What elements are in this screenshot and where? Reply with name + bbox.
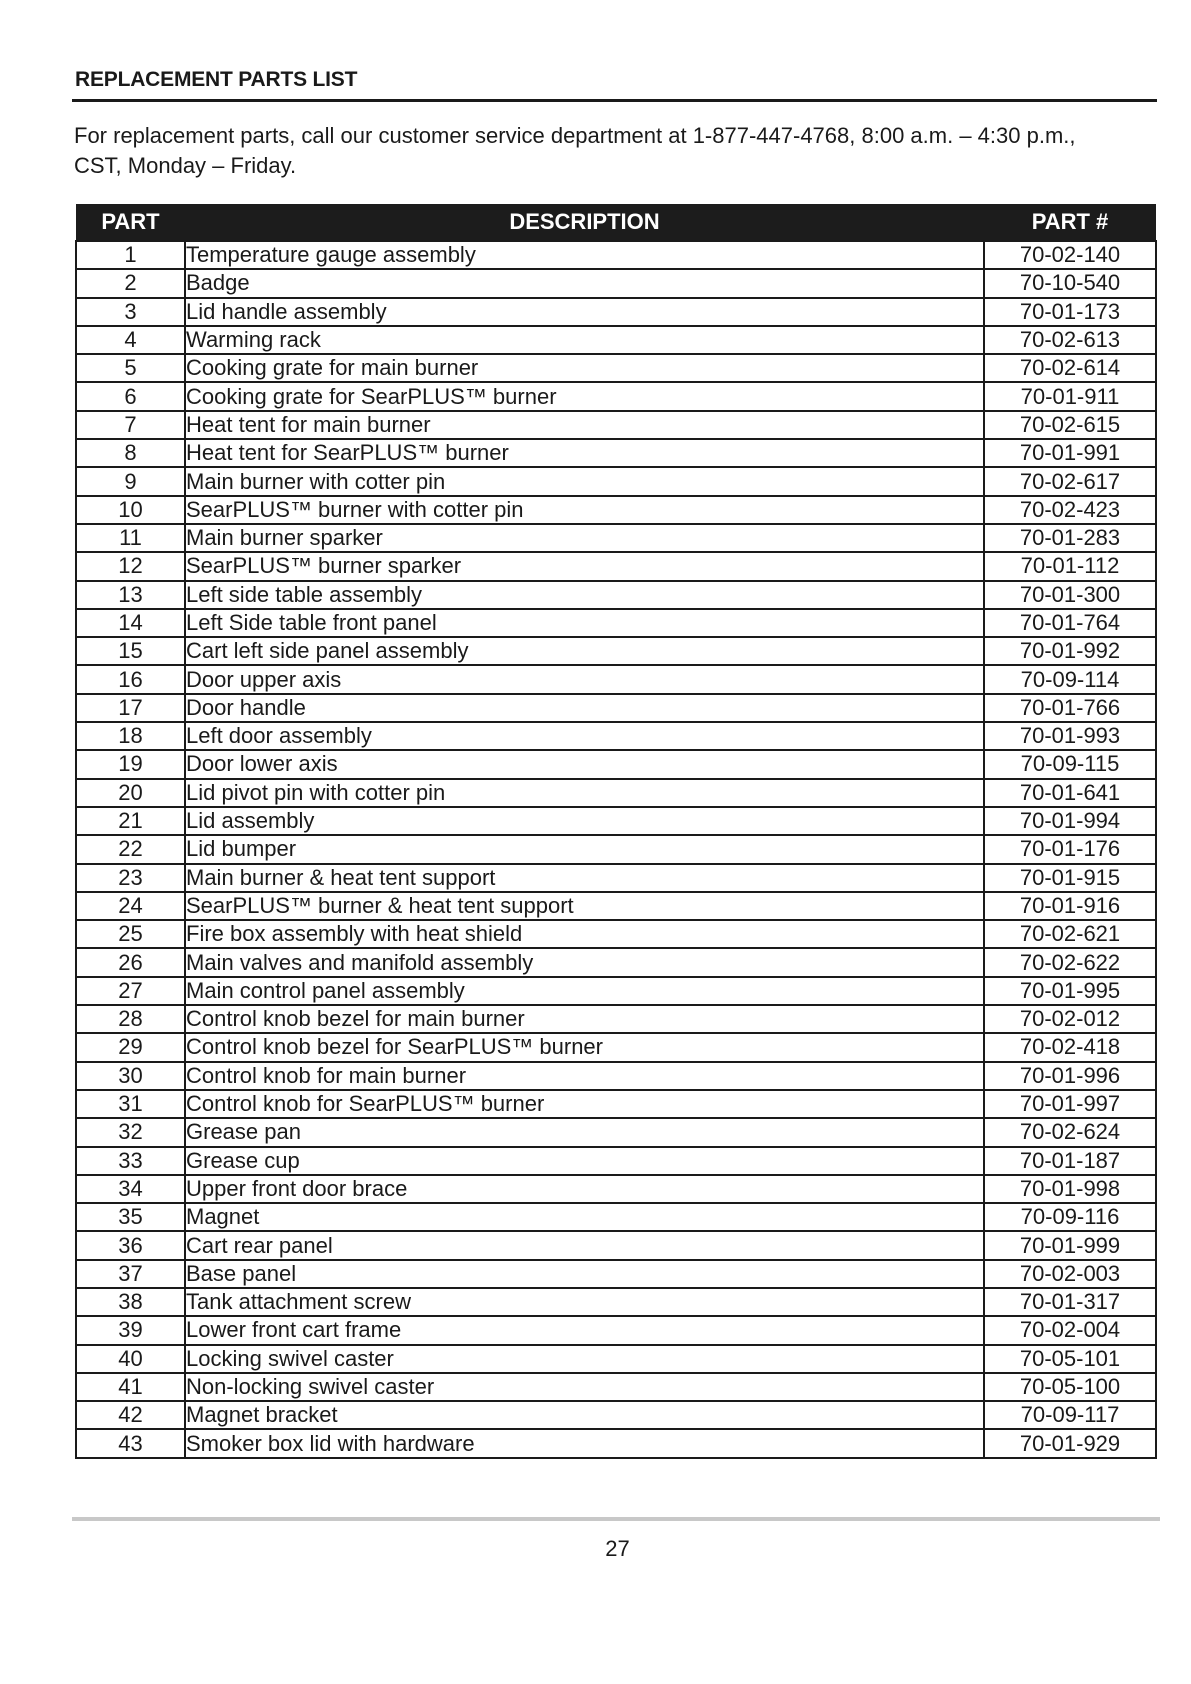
heading-rule bbox=[72, 99, 1157, 102]
part-number-cell: 70-01-991 bbox=[984, 439, 1156, 467]
part-number-cell: 70-05-100 bbox=[984, 1373, 1156, 1401]
part-number-cell: 70-09-115 bbox=[984, 750, 1156, 778]
description-cell: SearPLUS™ burner & heat tent support bbox=[185, 892, 984, 920]
intro-line-2: CST, Monday – Friday. bbox=[74, 153, 297, 178]
part-cell: 17 bbox=[76, 694, 185, 722]
part-number-cell: 70-09-114 bbox=[984, 665, 1156, 693]
table-row bbox=[76, 1316, 1156, 1344]
part-number-cell: 70-01-300 bbox=[984, 581, 1156, 609]
description-cell: Lid bumper bbox=[185, 835, 984, 863]
table-row bbox=[76, 1062, 1156, 1090]
part-number-cell: 70-01-992 bbox=[984, 637, 1156, 665]
description-cell: Cooking grate for SearPLUS™ burner bbox=[185, 382, 984, 410]
description-cell: Warming rack bbox=[185, 326, 984, 354]
table-row bbox=[76, 1288, 1156, 1316]
part-cell: 4 bbox=[76, 326, 185, 354]
description-cell: Main valves and manifold assembly bbox=[185, 948, 984, 976]
part-cell: 41 bbox=[76, 1373, 185, 1401]
part-cell: 10 bbox=[76, 496, 185, 524]
description-cell: Door lower axis bbox=[185, 750, 984, 778]
part-number-cell: 70-01-173 bbox=[984, 298, 1156, 326]
part-number-cell: 70-01-317 bbox=[984, 1288, 1156, 1316]
description-cell: Main burner sparker bbox=[185, 524, 984, 552]
table-row bbox=[76, 1373, 1156, 1401]
table-row bbox=[76, 948, 1156, 976]
part-number-cell: 70-01-766 bbox=[984, 694, 1156, 722]
table-row bbox=[76, 1429, 1156, 1457]
part-cell: 36 bbox=[76, 1231, 185, 1259]
table-row bbox=[76, 920, 1156, 948]
description-cell: SearPLUS™ burner with cotter pin bbox=[185, 496, 984, 524]
description-cell: Door upper axis bbox=[185, 665, 984, 693]
page-heading: REPLACEMENT PARTS LIST bbox=[75, 68, 358, 91]
table-row bbox=[76, 665, 1156, 693]
table-row bbox=[76, 1203, 1156, 1231]
part-cell: 2 bbox=[76, 269, 185, 297]
description-cell: Fire box assembly with heat shield bbox=[185, 920, 984, 948]
part-cell: 3 bbox=[76, 298, 185, 326]
part-cell: 13 bbox=[76, 581, 185, 609]
part-cell: 39 bbox=[76, 1316, 185, 1344]
part-cell: 42 bbox=[76, 1401, 185, 1429]
description-cell: Grease pan bbox=[185, 1118, 984, 1146]
table-row bbox=[76, 1231, 1156, 1259]
part-cell: 6 bbox=[76, 382, 185, 410]
part-number-cell: 70-01-999 bbox=[984, 1231, 1156, 1259]
description-cell: Badge bbox=[185, 269, 984, 297]
part-cell: 20 bbox=[76, 779, 185, 807]
description-cell: Locking swivel caster bbox=[185, 1345, 984, 1373]
part-cell: 31 bbox=[76, 1090, 185, 1118]
table-row bbox=[76, 1345, 1156, 1373]
part-cell: 7 bbox=[76, 411, 185, 439]
table-header-row bbox=[76, 204, 1156, 241]
part-number-cell: 70-02-140 bbox=[984, 241, 1156, 269]
part-number-cell: 70-02-003 bbox=[984, 1260, 1156, 1288]
part-number-cell: 70-01-993 bbox=[984, 722, 1156, 750]
intro-paragraph bbox=[74, 121, 1164, 181]
part-number-cell: 70-02-004 bbox=[984, 1316, 1156, 1344]
part-number-cell: 70-01-996 bbox=[984, 1062, 1156, 1090]
table-row bbox=[76, 1090, 1156, 1118]
parts-table-body bbox=[76, 241, 1156, 1458]
part-cell: 29 bbox=[76, 1033, 185, 1061]
table-row bbox=[76, 354, 1156, 382]
description-cell: Magnet bbox=[185, 1203, 984, 1231]
description-cell: Left door assembly bbox=[185, 722, 984, 750]
description-cell: Grease cup bbox=[185, 1147, 984, 1175]
table-row bbox=[76, 382, 1156, 410]
column-header-part: PART bbox=[76, 204, 185, 241]
table-row bbox=[76, 552, 1156, 580]
part-cell: 35 bbox=[76, 1203, 185, 1231]
table-row bbox=[76, 1005, 1156, 1033]
part-cell: 33 bbox=[76, 1147, 185, 1175]
part-number-cell: 70-01-187 bbox=[984, 1147, 1156, 1175]
part-cell: 32 bbox=[76, 1118, 185, 1146]
part-cell: 9 bbox=[76, 467, 185, 495]
part-number-cell: 70-02-613 bbox=[984, 326, 1156, 354]
table-row bbox=[76, 609, 1156, 637]
table-row bbox=[76, 1401, 1156, 1429]
description-cell: Cart rear panel bbox=[185, 1231, 984, 1259]
part-number-cell: 70-02-624 bbox=[984, 1118, 1156, 1146]
description-cell: Non-locking swivel caster bbox=[185, 1373, 984, 1401]
part-number-cell: 70-01-995 bbox=[984, 977, 1156, 1005]
table-row bbox=[76, 750, 1156, 778]
part-cell: 12 bbox=[76, 552, 185, 580]
table-row bbox=[76, 1175, 1156, 1203]
description-cell: Lid handle assembly bbox=[185, 298, 984, 326]
description-cell: Heat tent for SearPLUS™ burner bbox=[185, 439, 984, 467]
part-cell: 38 bbox=[76, 1288, 185, 1316]
description-cell: Tank attachment screw bbox=[185, 1288, 984, 1316]
table-row bbox=[76, 581, 1156, 609]
description-cell: Heat tent for main burner bbox=[185, 411, 984, 439]
part-number-cell: 70-01-997 bbox=[984, 1090, 1156, 1118]
table-row bbox=[76, 694, 1156, 722]
parts-table bbox=[75, 204, 1157, 1459]
part-number-cell: 70-10-540 bbox=[984, 269, 1156, 297]
part-cell: 5 bbox=[76, 354, 185, 382]
description-cell: Temperature gauge assembly bbox=[185, 241, 984, 269]
table-row bbox=[76, 807, 1156, 835]
part-number-cell: 70-01-112 bbox=[984, 552, 1156, 580]
table-row bbox=[76, 241, 1156, 269]
part-number-cell: 70-02-423 bbox=[984, 496, 1156, 524]
part-cell: 43 bbox=[76, 1429, 185, 1457]
part-number-cell: 70-01-176 bbox=[984, 835, 1156, 863]
description-cell: Control knob for SearPLUS™ burner bbox=[185, 1090, 984, 1118]
part-cell: 15 bbox=[76, 637, 185, 665]
part-number-cell: 70-01-994 bbox=[984, 807, 1156, 835]
part-cell: 1 bbox=[76, 241, 185, 269]
part-number-cell: 70-02-614 bbox=[984, 354, 1156, 382]
description-cell: Main burner with cotter pin bbox=[185, 467, 984, 495]
description-cell: Cooking grate for main burner bbox=[185, 354, 984, 382]
description-cell: Left side table assembly bbox=[185, 581, 984, 609]
part-cell: 14 bbox=[76, 609, 185, 637]
part-cell: 24 bbox=[76, 892, 185, 920]
table-row bbox=[76, 779, 1156, 807]
description-cell: Control knob bezel for SearPLUS™ burner bbox=[185, 1033, 984, 1061]
part-number-cell: 70-02-418 bbox=[984, 1033, 1156, 1061]
part-number-cell: 70-02-012 bbox=[984, 1005, 1156, 1033]
table-row bbox=[76, 411, 1156, 439]
table-row bbox=[76, 722, 1156, 750]
part-number-cell: 70-01-911 bbox=[984, 382, 1156, 410]
column-header-description: DESCRIPTION bbox=[185, 204, 984, 241]
description-cell: Lower front cart frame bbox=[185, 1316, 984, 1344]
description-cell: Cart left side panel assembly bbox=[185, 637, 984, 665]
description-cell: Lid pivot pin with cotter pin bbox=[185, 779, 984, 807]
part-number-cell: 70-02-615 bbox=[984, 411, 1156, 439]
description-cell: Upper front door brace bbox=[185, 1175, 984, 1203]
part-number-cell: 70-01-283 bbox=[984, 524, 1156, 552]
part-number-cell: 70-01-641 bbox=[984, 779, 1156, 807]
part-number-cell: 70-01-915 bbox=[984, 864, 1156, 892]
part-number-cell: 70-02-617 bbox=[984, 467, 1156, 495]
intro-line-1: For replacement parts, call our customer service department at 1-877-447-4768, 8:00 a.m. – 4:30 p.m., bbox=[74, 123, 1076, 148]
part-number-cell: 70-01-998 bbox=[984, 1175, 1156, 1203]
page-number: 27 bbox=[605, 1536, 630, 1561]
description-cell: Base panel bbox=[185, 1260, 984, 1288]
table-row bbox=[76, 1118, 1156, 1146]
part-cell: 30 bbox=[76, 1062, 185, 1090]
part-cell: 18 bbox=[76, 722, 185, 750]
part-number-cell: 70-01-929 bbox=[984, 1429, 1156, 1457]
description-cell: SearPLUS™ burner sparker bbox=[185, 552, 984, 580]
table-row bbox=[76, 269, 1156, 297]
description-cell: Smoker box lid with hardware bbox=[185, 1429, 984, 1457]
part-cell: 26 bbox=[76, 948, 185, 976]
part-cell: 22 bbox=[76, 835, 185, 863]
table-bottom-shadow bbox=[72, 1517, 1160, 1521]
part-cell: 40 bbox=[76, 1345, 185, 1373]
table-row bbox=[76, 524, 1156, 552]
table-row bbox=[76, 467, 1156, 495]
part-cell: 21 bbox=[76, 807, 185, 835]
part-number-cell: 70-09-117 bbox=[984, 1401, 1156, 1429]
table-row bbox=[76, 892, 1156, 920]
part-cell: 28 bbox=[76, 1005, 185, 1033]
table-row bbox=[76, 439, 1156, 467]
table-row bbox=[76, 637, 1156, 665]
table-row bbox=[76, 1260, 1156, 1288]
part-number-cell: 70-05-101 bbox=[984, 1345, 1156, 1373]
part-number-cell: 70-01-764 bbox=[984, 609, 1156, 637]
part-cell: 23 bbox=[76, 864, 185, 892]
description-cell: Lid assembly bbox=[185, 807, 984, 835]
table-row bbox=[76, 298, 1156, 326]
column-header-part-number: PART # bbox=[984, 204, 1156, 241]
table-row bbox=[76, 1033, 1156, 1061]
part-cell: 37 bbox=[76, 1260, 185, 1288]
table-row bbox=[76, 864, 1156, 892]
description-cell: Main burner & heat tent support bbox=[185, 864, 984, 892]
part-cell: 19 bbox=[76, 750, 185, 778]
description-cell: Control knob for main burner bbox=[185, 1062, 984, 1090]
part-number-cell: 70-01-916 bbox=[984, 892, 1156, 920]
part-number-cell: 70-02-622 bbox=[984, 948, 1156, 976]
table-row bbox=[76, 1147, 1156, 1175]
part-cell: 34 bbox=[76, 1175, 185, 1203]
description-cell: Magnet bracket bbox=[185, 1401, 984, 1429]
description-cell: Door handle bbox=[185, 694, 984, 722]
part-cell: 16 bbox=[76, 665, 185, 693]
part-cell: 8 bbox=[76, 439, 185, 467]
part-cell: 25 bbox=[76, 920, 185, 948]
description-cell: Main control panel assembly bbox=[185, 977, 984, 1005]
description-cell: Control knob bezel for main burner bbox=[185, 1005, 984, 1033]
table-row bbox=[76, 496, 1156, 524]
table-row bbox=[76, 835, 1156, 863]
description-cell: Left Side table front panel bbox=[185, 609, 984, 637]
table-row bbox=[76, 326, 1156, 354]
part-cell: 27 bbox=[76, 977, 185, 1005]
part-cell: 11 bbox=[76, 524, 185, 552]
part-number-cell: 70-09-116 bbox=[984, 1203, 1156, 1231]
part-number-cell: 70-02-621 bbox=[984, 920, 1156, 948]
table-row bbox=[76, 977, 1156, 1005]
